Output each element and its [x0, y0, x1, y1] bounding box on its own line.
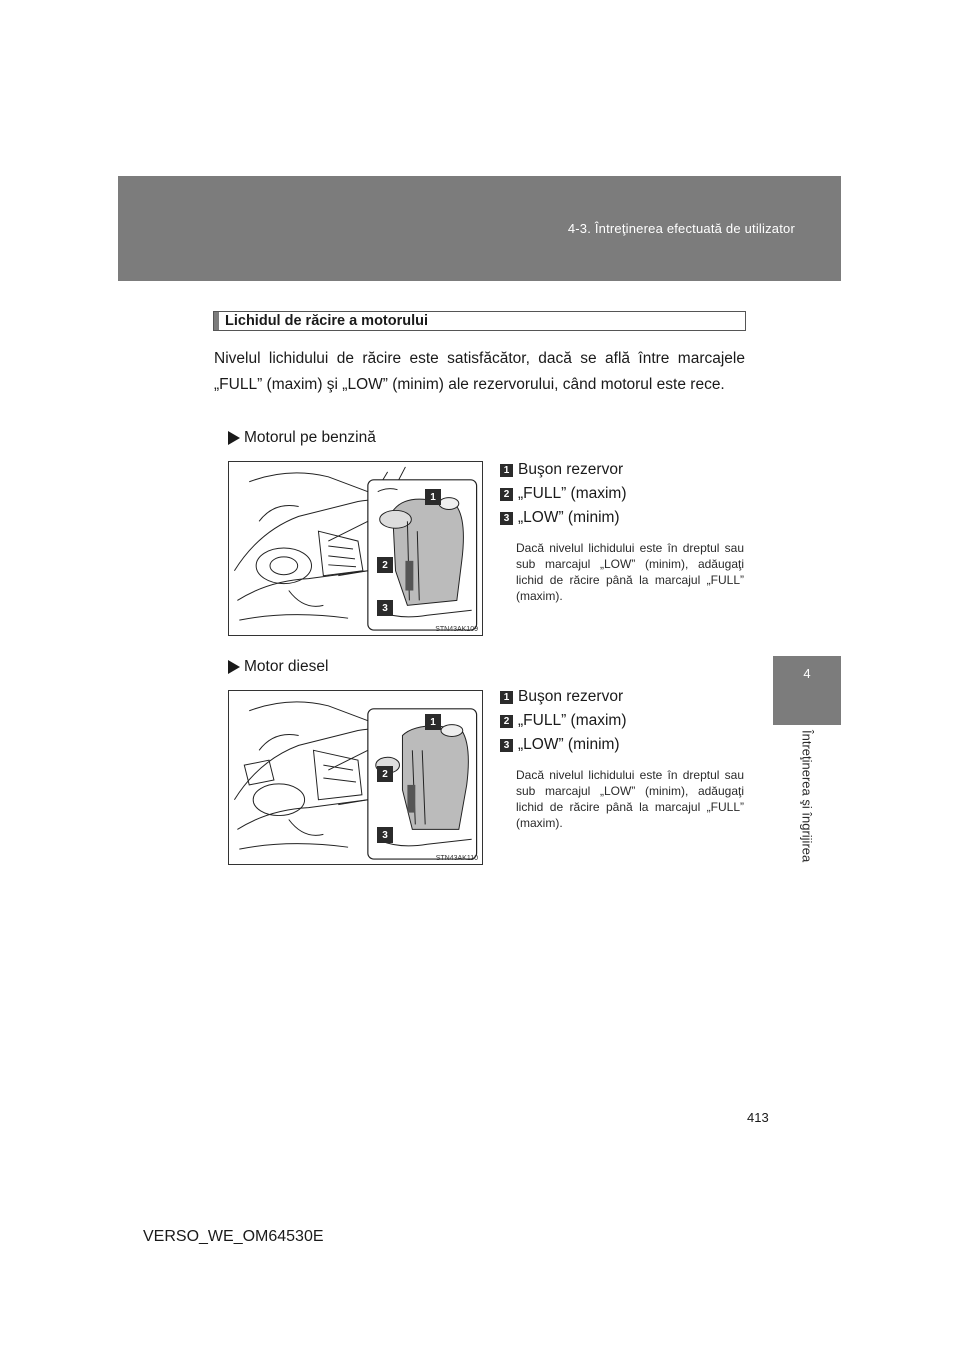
chapter-header-band [118, 176, 841, 281]
callout-2-icon: 2 [377, 766, 393, 782]
legend-label: „FULL” (maxim) [518, 712, 627, 729]
number-2-icon: 2 [500, 715, 513, 728]
number-1-icon: 1 [500, 464, 513, 477]
legend-label: Buşon rezervor [518, 688, 624, 705]
legend-note: Dacă nivelul lichidului este în dreptul sau sub marcajul „LOW” (minim), adăugaţi lichid de răcire până la marcajul „FULL” (maxim). [516, 768, 744, 830]
chapter-tab [773, 656, 841, 725]
variant-title-text: Motorul pe benzină [244, 429, 376, 446]
number-2-icon: 2 [500, 488, 513, 501]
chapter-tab-label: Întreţinerea şi îngrijirea [799, 730, 815, 863]
legend-label: Buşon rezervor [518, 461, 624, 478]
intro-paragraph: Nivelul lichidului de răcire este satisfăcător, dacă se află între marcajele „FULL” (maxim) şi „LOW” (minim) ale rezervorului, când motorul este rece. [214, 350, 745, 393]
legend-label: „LOW” (minim) [518, 509, 620, 526]
engine-figure-diesel [228, 690, 483, 865]
variant-title-text: Motor diesel [244, 658, 329, 675]
legend-item [500, 458, 750, 482]
figure-code: STN43AK109 [435, 626, 478, 633]
legend-item [500, 685, 750, 709]
engine-figure-petrol [228, 461, 483, 636]
engine-illustration [229, 691, 482, 864]
page-number: 413 [747, 1110, 769, 1125]
chapter-section-title: 4-3. Întreţinerea efectuată de utilizator [567, 221, 795, 236]
engine-illustration [229, 462, 482, 635]
triangle-bullet-icon [228, 660, 240, 674]
legend-diesel [500, 685, 750, 831]
figure-code: STN43AK110 [435, 855, 478, 862]
section-heading: Lichidul de răcire a motorului [225, 313, 429, 329]
variant-title-petrol [228, 429, 376, 447]
number-1-icon: 1 [500, 691, 513, 704]
legend-item [500, 709, 750, 733]
legend-item [500, 506, 750, 530]
callout-3-icon: 3 [377, 600, 393, 616]
heading-marker [214, 312, 219, 330]
callout-1-icon: 1 [425, 714, 441, 730]
section-heading-box [213, 311, 746, 331]
number-3-icon: 3 [500, 512, 513, 525]
triangle-bullet-icon [228, 431, 240, 445]
legend-note: Dacă nivelul lichidului este în dreptul sau sub marcajul „LOW” (minim), adăugaţi lichid de răcire până la marcajul „FULL” (maxim). [516, 541, 744, 603]
legend-item [500, 482, 750, 506]
legend-item [500, 733, 750, 757]
number-3-icon: 3 [500, 739, 513, 752]
callout-1-icon: 1 [425, 489, 441, 505]
variant-title-diesel [228, 658, 328, 676]
legend-label: „FULL” (maxim) [518, 485, 627, 502]
callout-2-icon: 2 [377, 557, 393, 573]
chapter-tab-number: 4 [803, 666, 811, 681]
legend-label: „LOW” (minim) [518, 736, 620, 753]
callout-3-icon: 3 [377, 827, 393, 843]
legend-petrol [500, 458, 750, 604]
document-code: VERSO_WE_OM64530E [143, 1228, 324, 1245]
